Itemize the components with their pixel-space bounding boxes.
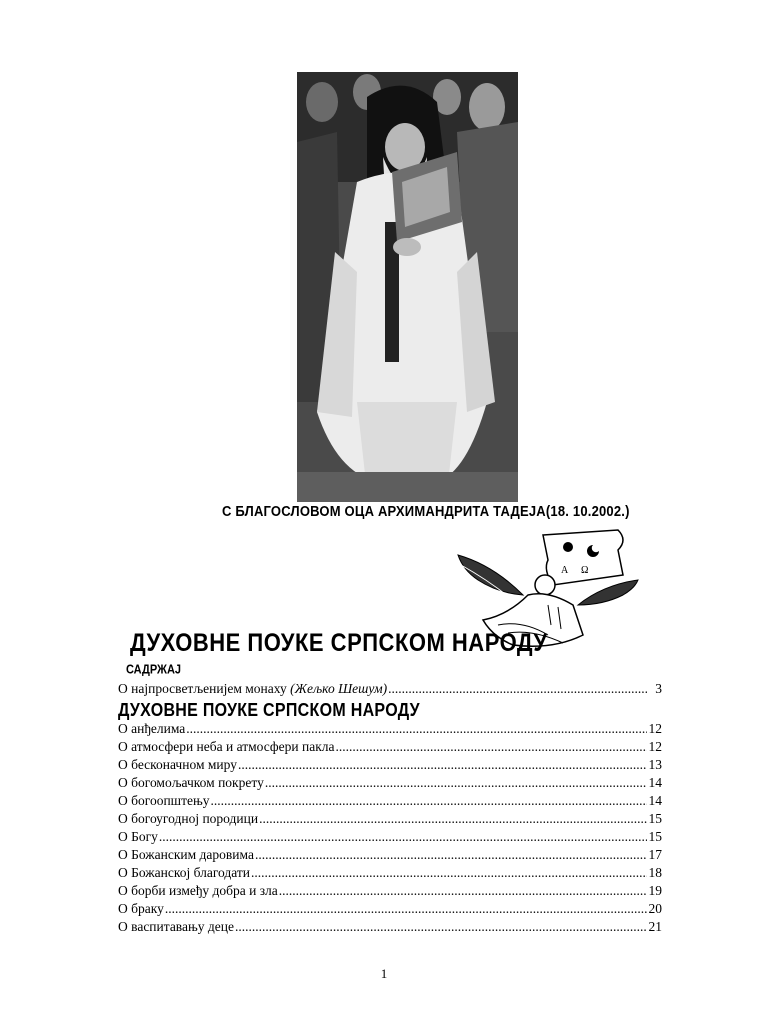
- section-heading: ДУХОВНЕ ПОУКЕ СРПСКОМ НАРОДУ: [118, 701, 420, 721]
- toc-entry[interactable]: [118, 810, 662, 828]
- toc-entry-page: 13: [648, 757, 662, 772]
- toc-leader-dots: [265, 774, 647, 792]
- toc-entry-page: 19: [648, 883, 662, 898]
- toc-entry-author: (Жељко Шешум): [290, 681, 388, 696]
- toc-entry-page: 12: [648, 721, 662, 736]
- toc-leader-dots: [259, 810, 647, 828]
- toc-leader-dots: [388, 680, 647, 698]
- toc-entry-title: О богоопштењу: [118, 793, 210, 808]
- main-title: ДУХОВНЕ ПОУКЕ СРПСКОМ НАРОДУ: [130, 628, 548, 657]
- toc-leader-dots: [336, 738, 647, 756]
- toc-entry-title: [118, 680, 387, 698]
- toc-entry-title-text: О најпросветљенијем монаху: [118, 681, 291, 696]
- toc-entry-page: 17: [648, 847, 662, 862]
- toc-leader-dots: [186, 720, 647, 738]
- toc-label: САДРЖАЈ: [126, 663, 182, 677]
- toc-entry[interactable]: [118, 882, 662, 900]
- toc-entry-page: 12: [648, 739, 662, 754]
- toc-leader-dots: [255, 846, 647, 864]
- toc-leader-dots: [251, 864, 647, 882]
- toc-entry-title: О Божанским даровима: [118, 847, 254, 862]
- toc-entry-page: 14: [648, 793, 662, 808]
- toc-leader-dots: [238, 756, 647, 774]
- toc-entry-title: О богомољачком покрету: [118, 775, 264, 790]
- toc-leader-dots: [159, 828, 647, 846]
- toc-leader-dots: [235, 918, 647, 936]
- toc-entry-page: 21: [648, 919, 662, 934]
- toc-entry-page: 3: [655, 681, 662, 696]
- toc-entry[interactable]: [118, 792, 662, 810]
- scroll-letter-omega: Ω: [581, 565, 589, 576]
- toc-entry-page: 14: [648, 775, 662, 790]
- blessing-caption: С БЛАГОСЛОВОМ ОЦА АРХИМАНДРИТА ТАДЕЈА(18. 10.2002.): [222, 502, 630, 520]
- monk-portrait-icon: [297, 72, 518, 502]
- toc-entry-title: О богоугодној породици: [118, 811, 259, 826]
- toc-entry-page: 20: [648, 901, 662, 916]
- toc-entry-title: О атмосфери неба и атмосфери пакла: [118, 739, 335, 754]
- toc-entry-title: О анђелима: [118, 721, 186, 736]
- toc-entry-title: О бесконачном миру: [118, 757, 237, 772]
- toc-entry-page: 15: [648, 829, 662, 844]
- toc-entry[interactable]: [118, 864, 662, 882]
- toc-entry[interactable]: [118, 756, 662, 774]
- monk-photo: [297, 72, 518, 502]
- toc-entry-title: О васпитавању деце: [118, 919, 234, 934]
- toc-entry-title: О браку: [118, 901, 164, 916]
- toc-entry-page: 18: [648, 865, 662, 880]
- toc-entry-title: О Богу: [118, 829, 158, 844]
- toc-entry[interactable]: [118, 774, 662, 792]
- toc-entry[interactable]: [118, 900, 662, 918]
- toc-entry-title: О Божанској благодати: [118, 865, 251, 880]
- toc-entry[interactable]: [118, 846, 662, 864]
- toc-entry-page: 15: [648, 811, 662, 826]
- toc-leader-dots: [165, 900, 647, 918]
- page-number: 1: [380, 966, 388, 981]
- toc-leader-dots: [210, 792, 647, 810]
- toc-entry[interactable]: [118, 738, 662, 756]
- toc-entry-title: О борби између добра и зла: [118, 883, 278, 898]
- toc-entry[interactable]: [118, 720, 662, 738]
- scroll-letter-a: А: [561, 565, 569, 576]
- toc-leader-dots: [279, 882, 647, 900]
- toc-entry[interactable]: [118, 918, 662, 936]
- toc-entry[interactable]: [118, 828, 662, 846]
- toc-entry-intro[interactable]: [118, 680, 662, 698]
